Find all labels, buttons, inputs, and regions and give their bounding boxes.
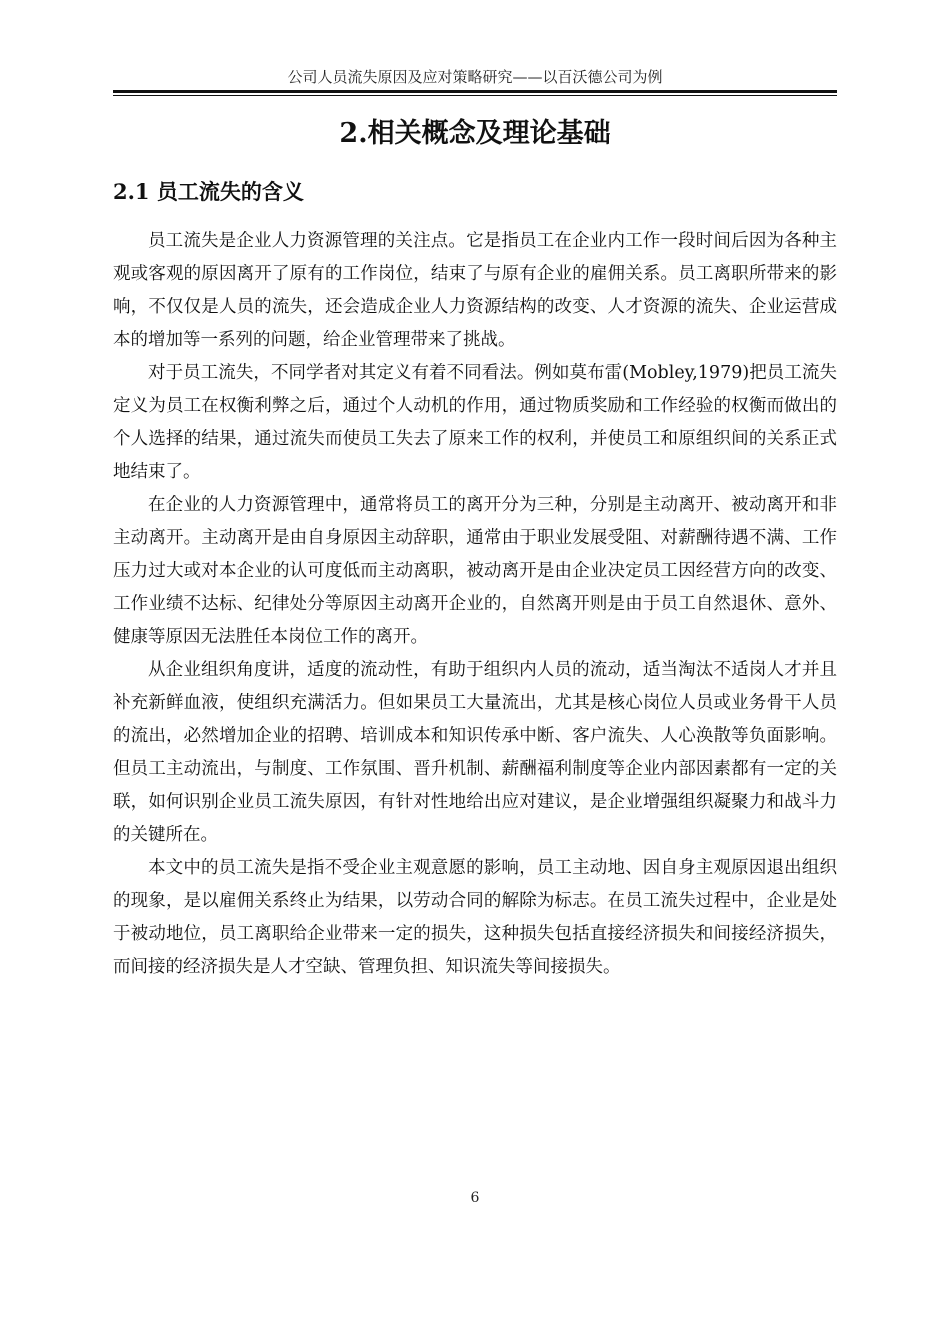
chapter-title: 2.相关概念及理论基础: [339, 118, 611, 149]
section-title: 2.1 员工流失的含义: [113, 179, 304, 204]
running-header: 公司人员流失原因及应对策略研究——以百沃德公司为例: [287, 68, 663, 86]
header-rule-thin: [113, 95, 837, 96]
paragraph-departure-types: 在企业的人力资源管理中，通常将员工的离开分为三种，分别是主动离开、被动离开和非主动离开。主动离开是由自身原因主动辞职，通常由于职业发展受阻、对薪酬待遇不满、工作压力过大或对本企业的认可度低而主动离职，被动离开是由企业决定员工因经营方向的改变、工作业绩不达标、纪律处分等原因主动离开企业的，自然离开则是由于员工自然退休、意外、健康等原因无法胜任本岗位工作的离开。: [113, 495, 837, 647]
paragraph-organization-perspective: 从企业组织角度讲，适度的流动性，有助于组织内人员的流动，适当淘汰不适岗人才并且补充新鲜血液，使组织充满活力。但如果员工大量流出，尤其是核心岗位人员或业务骨干人员的流出，必然增加企业的招聘、培训成本和知识传承中断、客户流失、人心涣散等负面影响。但员工主动流出，与制度、工作氛围、晋升机制、薪酬福利制度等企业内部因素都有一定的关联，如何识别企业员工流失原因，有针对性地给出应对建议，是企业增强组织凝聚力和战斗力的关键所在。: [113, 660, 837, 845]
page-number: 6: [470, 1190, 480, 1206]
header-rule-thick: [113, 90, 837, 93]
paragraph-scope-definition: 本文中的员工流失是指不受企业主观意愿的影响，员工主动地、因自身主观原因退出组织的现象，是以雇佣关系终止为结果，以劳动合同的解除为标志。在员工流失过程中，企业是处于被动地位，员工离职给企业带来一定的损失，这种损失包括直接经济损失和间接经济损失，而间接的经济损失是人才空缺、管理负担、知识流失等间接损失。: [113, 858, 837, 977]
paragraph-mobley-definition: 对于员工流失，不同学者对其定义有着不同看法。例如莫布雷(Mobley,1979)把员工流失定义为员工在权衡利弊之后，通过个人动机的作用，通过物质奖励和工作经验的权衡而做出的个人选择的结果，通过流失而使员工失去了原来工作的权利，并使员工和原组织间的关系正式地结束了。: [113, 363, 837, 482]
paragraph-definition: 员工流失是企业人力资源管理的关注点。它是指员工在企业内工作一段时间后因为各种主观或客观的原因离开了原有的工作岗位，结束了与原有企业的雇佣关系。员工离职所带来的影响，不仅仅是人员的流失，还会造成企业人力资源结构的改变、人才资源的流失、企业运营成本的增加等一系列的问题，给企业管理带来了挑战。: [113, 231, 837, 350]
body-text: [113, 225, 837, 984]
